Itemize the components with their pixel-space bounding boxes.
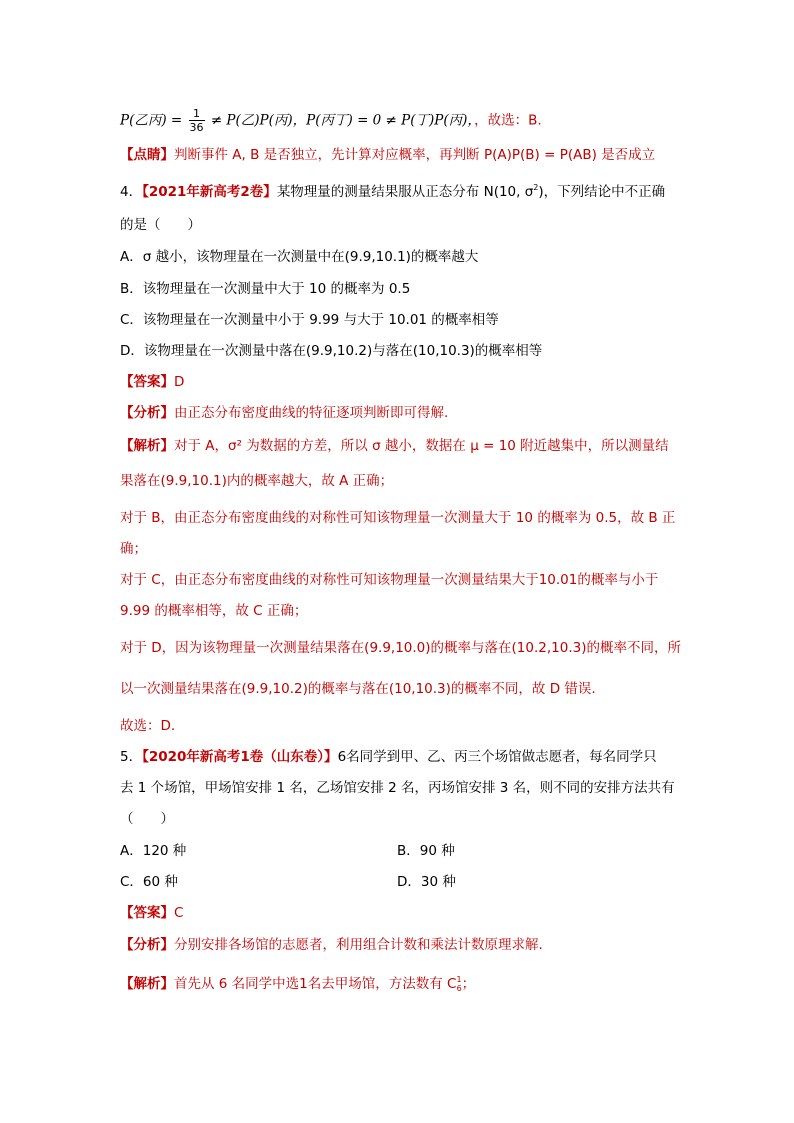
answer-value: C	[174, 905, 184, 921]
q4-stem-b: )，下列结论中不正确	[538, 184, 666, 200]
q4-solution-line2: 果落在(9.9,10.1)内的概率越大，故 A 正确；	[120, 473, 394, 489]
combination-sup: 1	[456, 975, 462, 984]
q4-option-a: A．σ 越小，该物理量在一次测量中在(9.9,10.1)的概率越大	[120, 249, 479, 265]
q4-solution-line8: 以一次测量结果落在(9.9,10.2)的概率与落在(10,10.3)的概率不同，故 D 错误.	[120, 681, 596, 697]
answer-bracket: 【答案】	[120, 905, 174, 921]
q5-analysis	[120, 935, 543, 955]
q4-stem-line2: 的是（ ）	[120, 217, 201, 233]
q5-option-c: C．60 种	[120, 874, 178, 890]
q4-answer	[120, 372, 184, 392]
q4-solution-line5: 对于 C，由正态分布密度曲线的对称性可知该物理量一次测量结果大于10.01的概率与小于	[120, 572, 659, 588]
q4-solution-line9: 故选：D.	[120, 718, 176, 734]
q4-solution-line3: 对于 B，由正态分布密度曲线的对称性可知该物理量一次测量大于 10 的概率为 0.5，故 B 正	[120, 510, 676, 526]
q4-number: 4．	[120, 184, 143, 200]
combination-sub: 6	[456, 984, 462, 993]
q5-solution-line1	[120, 970, 475, 999]
q5-stem-line1	[120, 747, 657, 767]
q4-source: 【2021年新高考2卷】	[142, 184, 277, 200]
solution-end: ；	[461, 976, 476, 992]
q5-option-b: B．90 种	[397, 843, 455, 859]
q4-solution-line7: 对于 D，因为该物理量一次测量结果落在(9.9,10.0)的概率与落在(10.2,10.3)的概率不同，所	[120, 640, 681, 656]
q5-answer	[120, 903, 183, 923]
solution-bracket: 【解析】	[120, 976, 174, 992]
prob-line	[120, 107, 542, 134]
q5-option-d: D．30 种	[397, 874, 456, 890]
analysis-text: 分别安排各场馆的志愿者，利用组合计数和乘法计数原理求解.	[174, 937, 543, 953]
dianjing-text: 判断事件 A, B 是否独立，先计算对应概率，再判断 P(A)P(B) = P(AB) 是否成立	[174, 147, 656, 163]
solution-bracket: 【解析】	[120, 438, 174, 454]
dianjing-bracket: 【点睛】	[120, 147, 174, 163]
fraction-num: 1	[189, 107, 205, 121]
dianjing-line	[120, 145, 655, 165]
q5-option-a: A．120 种	[120, 843, 187, 859]
q5-stem-line2: 去 1 个场馆，甲场馆安排 1 名，乙场馆安排 2 名，丙场馆安排 3 名，则不同的安排方法共有	[120, 780, 675, 796]
q4-option-c: C．该物理量在一次测量中小于 9.99 与大于 10.01 的概率相等	[120, 312, 499, 328]
q4-analysis	[120, 403, 448, 423]
analysis-bracket: 【分析】	[120, 937, 174, 953]
q4-option-b: B．该物理量在一次测量中大于 10 的概率为 0.5	[120, 281, 411, 297]
prob-expr-b: ≠ P(乙)P(丙)，P(丙丁) = 0 ≠ P(丁)P(丙)，	[210, 112, 475, 129]
q5-stem-line3: （ ）	[120, 811, 174, 827]
q4-stem-line1	[120, 178, 665, 202]
q5-source: 【2020年新高考1卷（山东卷）】	[142, 749, 338, 765]
solution-text: 首先从 6 名同学中选1名去甲场馆，方法数有 C	[174, 976, 457, 992]
prob-expr-a: P(乙丙) =	[120, 112, 183, 129]
analysis-text: 由正态分布密度曲线的特征逐项判断即可得解.	[174, 405, 449, 421]
prob-expr-c: ，故选：B.	[474, 112, 542, 129]
q4-solution-line4: 确；	[120, 541, 147, 557]
q4-solution-line6: 9.99 的概率相等，故 C 正确；	[120, 603, 308, 619]
q5-stem-a: 6名同学到甲、乙、丙三个场馆做志愿者，每名同学只	[337, 749, 657, 765]
q4-solution-line1	[120, 436, 669, 456]
q4-option-d: D．该物理量在一次测量中落在(9.9,10.2)与落在(10,10.3)的概率相等	[120, 343, 543, 359]
analysis-bracket: 【分析】	[120, 405, 174, 421]
q4-stem-a: 某物理量的测量结果服从正态分布 N(10, σ	[276, 184, 534, 200]
q5-options-row2	[120, 872, 178, 892]
solution-text: 对于 A，σ² 为数据的方差，所以 σ 越小，数据在 μ = 10 附近越集中，所以测量结	[174, 438, 669, 454]
answer-bracket: 【答案】	[120, 374, 174, 390]
fraction-den: 36	[189, 121, 204, 134]
q5-options-row1	[120, 841, 186, 861]
fraction	[189, 107, 205, 134]
q5-number: 5．	[120, 749, 143, 765]
q4-stem-sup: 2	[533, 183, 539, 192]
answer-value: D	[174, 374, 185, 390]
